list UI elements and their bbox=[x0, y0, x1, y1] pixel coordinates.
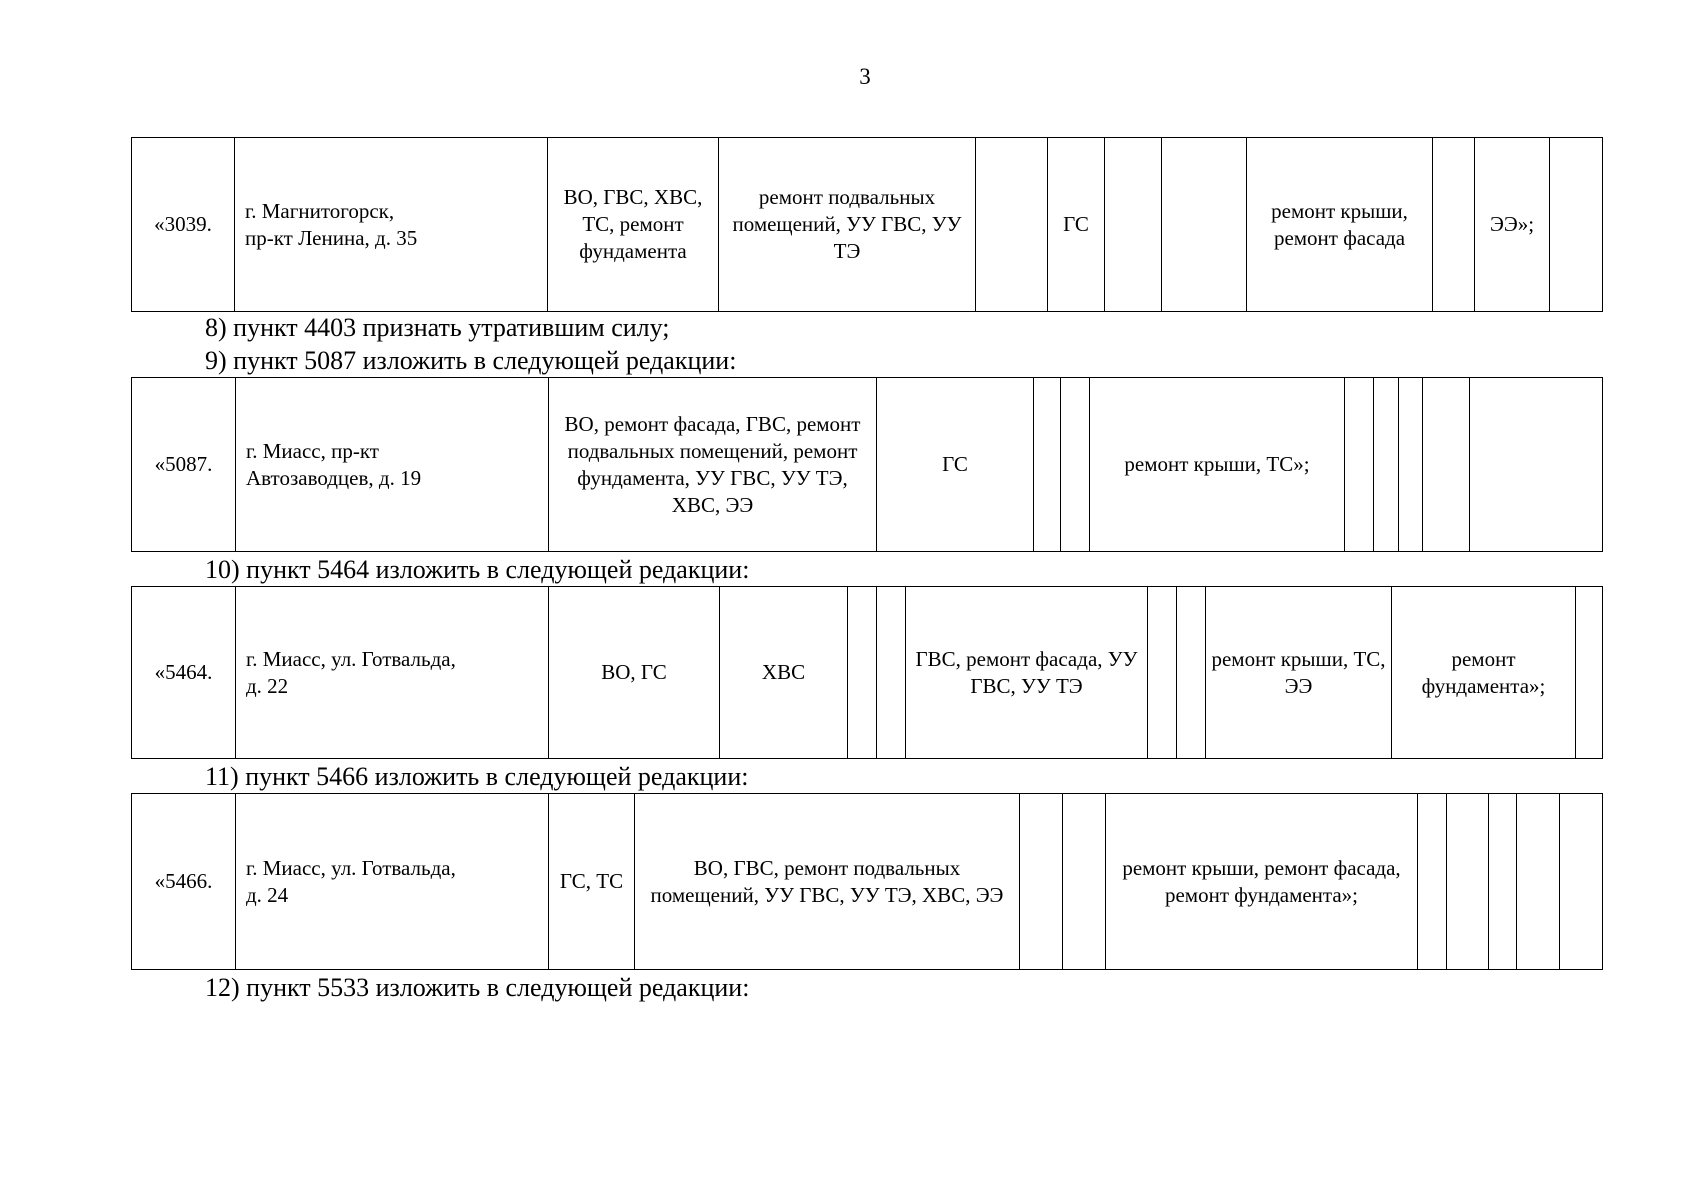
empty-cell bbox=[1447, 794, 1489, 970]
address-line: пр-кт Ленина, д. 35 bbox=[245, 225, 418, 250]
empty-cell bbox=[976, 138, 1048, 312]
paragraph-10: 10) пункт 5464 изложить в следующей редакции: bbox=[205, 555, 750, 584]
empty-cell bbox=[1374, 378, 1399, 552]
address-line: г. Миасс, ул. Готвальда, bbox=[246, 855, 456, 880]
paragraph-9: 9) пункт 5087 изложить в следующей редакции: bbox=[205, 346, 737, 375]
address-line: д. 22 bbox=[246, 673, 289, 698]
item-number: «5087. bbox=[132, 378, 236, 552]
empty-cell bbox=[1020, 794, 1063, 970]
empty-cell bbox=[1345, 378, 1374, 552]
address-cell bbox=[235, 138, 548, 312]
empty-cell bbox=[1399, 378, 1423, 552]
empty-cell bbox=[1061, 378, 1090, 552]
empty-cell bbox=[1105, 138, 1162, 312]
empty-cell bbox=[1034, 378, 1061, 552]
works-cell: ВО, ГВС, ХВС, ТС, ремонт фундамента bbox=[548, 138, 719, 312]
empty-cell bbox=[1418, 794, 1447, 970]
empty-cell bbox=[1148, 587, 1177, 759]
address-line: г. Миасс, пр-кт bbox=[246, 438, 379, 463]
works-cell: ремонт крыши, ремонт фасада, ремонт фундамента»; bbox=[1106, 794, 1418, 970]
works-cell: ремонт крыши, ТС, ЭЭ bbox=[1206, 587, 1392, 759]
table-row-3039 bbox=[131, 137, 1603, 312]
empty-cell bbox=[1433, 138, 1475, 312]
table-row-5464 bbox=[131, 586, 1603, 759]
paragraph-12: 12) пункт 5533 изложить в следующей редакции: bbox=[205, 973, 750, 1002]
address-line: г. Миасс, ул. Готвальда, bbox=[246, 646, 456, 671]
address-cell bbox=[236, 587, 549, 759]
address-line: Автозаводцев, д. 19 bbox=[246, 465, 422, 490]
empty-cell bbox=[1470, 378, 1603, 552]
works-cell: ГС bbox=[877, 378, 1034, 552]
empty-cell bbox=[1550, 138, 1603, 312]
item-number: «5466. bbox=[132, 794, 236, 970]
works-cell: ремонт крыши, ремонт фасада bbox=[1247, 138, 1433, 312]
paragraph-8: 8) пункт 4403 признать утратившим силу; bbox=[205, 313, 670, 342]
paragraph-11: 11) пункт 5466 изложить в следующей редакции: bbox=[205, 762, 749, 791]
page-number: 3 bbox=[859, 64, 871, 89]
empty-cell bbox=[1517, 794, 1560, 970]
works-cell: ВО, ГВС, ремонт подвальных помещений, УУ ГВС, УУ ТЭ, ХВС, ЭЭ bbox=[635, 794, 1020, 970]
empty-cell bbox=[1576, 587, 1603, 759]
works-cell: ГС, ТС bbox=[549, 794, 635, 970]
works-cell: ГВС, ремонт фасада, УУ ГВС, УУ ТЭ bbox=[906, 587, 1148, 759]
works-cell: ХВС bbox=[720, 587, 848, 759]
works-cell: ВО, ГС bbox=[549, 587, 720, 759]
works-cell: ЭЭ»; bbox=[1475, 138, 1550, 312]
empty-cell bbox=[1063, 794, 1106, 970]
table-row-5466 bbox=[131, 793, 1603, 970]
empty-cell bbox=[1560, 794, 1603, 970]
item-number: «3039. bbox=[132, 138, 235, 312]
empty-cell bbox=[877, 587, 906, 759]
empty-cell bbox=[1423, 378, 1470, 552]
address-cell bbox=[236, 794, 549, 970]
address-line: д. 24 bbox=[246, 882, 289, 907]
empty-cell bbox=[848, 587, 877, 759]
empty-cell bbox=[1177, 587, 1206, 759]
table-row-5087 bbox=[131, 377, 1603, 552]
address-line: г. Магнитогорск, bbox=[245, 198, 395, 223]
works-cell: ремонт подвальных помещений, УУ ГВС, УУ ТЭ bbox=[719, 138, 976, 312]
works-cell: ВО, ремонт фасада, ГВС, ремонт подвальных помещений, ремонт фундамента, УУ ГВС, УУ ТЭ, ХВС, ЭЭ bbox=[549, 378, 877, 552]
address-cell bbox=[236, 378, 549, 552]
works-cell: ГС bbox=[1048, 138, 1105, 312]
works-cell: ремонт крыши, ТС»; bbox=[1090, 378, 1345, 552]
item-number: «5464. bbox=[132, 587, 236, 759]
empty-cell bbox=[1489, 794, 1517, 970]
works-cell: ремонт фундамента»; bbox=[1392, 587, 1576, 759]
empty-cell bbox=[1162, 138, 1247, 312]
